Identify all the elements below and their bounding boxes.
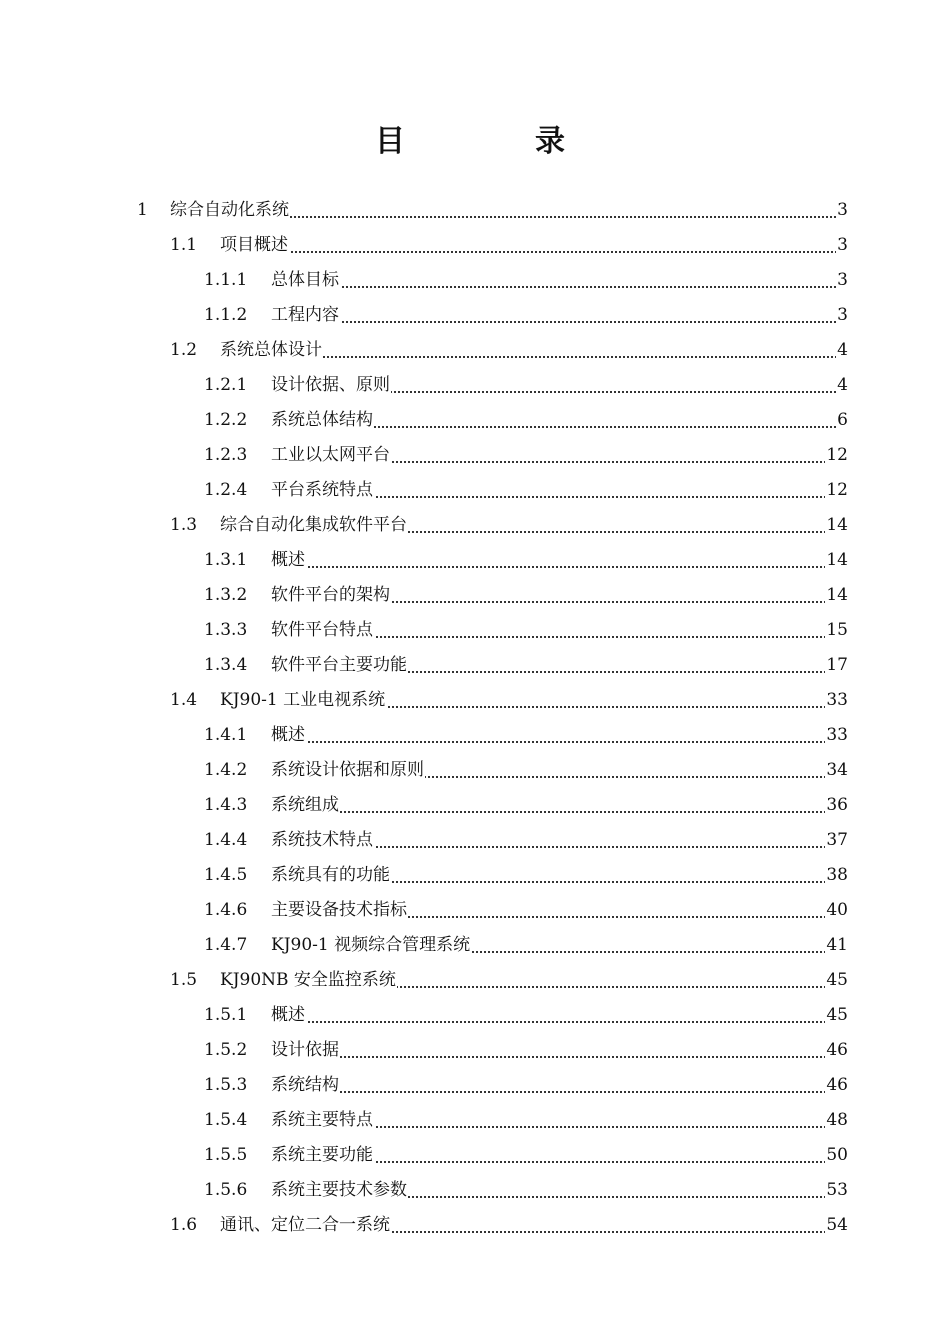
toc-entry[interactable] <box>0 683 950 718</box>
toc-entry-number: 1.2.1 <box>204 375 248 395</box>
toc-entry-title: 概述 <box>271 543 306 578</box>
toc-entry[interactable] <box>0 1033 950 1068</box>
toc-entry-page: 46 <box>825 1068 848 1103</box>
toc-entry-page: 17 <box>825 648 848 683</box>
toc-entry-page: 54 <box>825 1208 848 1243</box>
toc-leader-dots <box>271 1091 830 1093</box>
toc-entry-number: 1.2.3 <box>204 445 248 465</box>
toc-entry-number: 1.4.4 <box>204 830 248 850</box>
toc-entry-page: 33 <box>825 718 848 753</box>
toc-entry[interactable] <box>0 298 950 333</box>
toc-entry-number: 1.4 <box>170 690 198 710</box>
toc-entry-page: 50 <box>825 1138 848 1173</box>
toc-entry-number: 1.1.2 <box>204 305 248 325</box>
toc-entry-title: 概述 <box>271 998 306 1033</box>
toc-entry[interactable] <box>0 648 950 683</box>
toc-entry-title: 系统主要特点 <box>271 1103 374 1138</box>
toc-entry[interactable] <box>0 1208 950 1243</box>
toc-entry[interactable] <box>0 718 950 753</box>
toc-entry-number: 1.5.4 <box>204 1110 248 1130</box>
toc-entry-page: 12 <box>825 473 848 508</box>
toc-entry-title: 概述 <box>271 718 306 753</box>
toc-entry[interactable] <box>0 403 950 438</box>
toc-entry-page: 4 <box>836 368 848 403</box>
toc-entry[interactable] <box>0 963 950 998</box>
toc-title: 目 录 <box>375 124 615 159</box>
toc-entry[interactable] <box>0 998 950 1033</box>
toc-entry[interactable] <box>0 893 950 928</box>
toc-entry-title: 综合自动化集成软件平台 <box>220 508 408 543</box>
toc-entry-number: 1.1 <box>170 235 198 255</box>
toc-entry[interactable] <box>0 438 950 473</box>
toc-entry-number: 1.3.1 <box>204 550 248 570</box>
toc-entry[interactable] <box>0 613 950 648</box>
toc-entry-number: 1.2.4 <box>204 480 248 500</box>
toc-entry-number: 1.5.1 <box>204 1005 248 1025</box>
toc-entry-title: 软件平台的架构 <box>271 578 391 613</box>
toc-entry-number: 1.2.2 <box>204 410 248 430</box>
toc-entry-number: 1.4.5 <box>204 865 248 885</box>
toc-entry-number: 1.2 <box>170 340 198 360</box>
toc-entry-title: 工程内容 <box>271 298 340 333</box>
toc-entry-title: 综合自动化系统 <box>170 193 290 228</box>
toc-entry-number: 1.5 <box>170 970 198 990</box>
toc-entry-number: 1.4.3 <box>204 795 248 815</box>
toc-entry-number: 1.5.5 <box>204 1145 248 1165</box>
toc-entry-title: 系统主要技术参数 <box>271 1173 408 1208</box>
toc-entry-title: 系统总体设计 <box>220 333 323 368</box>
toc-entry-number: 1 <box>137 200 148 220</box>
toc-entry[interactable] <box>0 228 950 263</box>
toc-entry-number: 1.5.3 <box>204 1075 248 1095</box>
toc-entry-title: 系统组成 <box>271 788 340 823</box>
toc-leader-dots <box>271 811 830 813</box>
toc-entry-title: 设计依据、原则 <box>271 368 391 403</box>
toc-entry-page: 14 <box>825 543 848 578</box>
toc-entry-title: 系统总体结构 <box>271 403 374 438</box>
toc-entry-number: 1.4.2 <box>204 760 248 780</box>
toc-entry[interactable] <box>0 1068 950 1103</box>
toc-entry-number: 1.3.4 <box>204 655 248 675</box>
toc-entry-page: 45 <box>825 963 848 998</box>
toc-entry-page: 6 <box>836 403 848 438</box>
toc-entry[interactable] <box>0 1173 950 1208</box>
toc-entry-page: 3 <box>836 263 848 298</box>
toc-entry-page: 40 <box>825 893 848 928</box>
toc-entry-page: 38 <box>825 858 848 893</box>
toc-entry-number: 1.3.3 <box>204 620 248 640</box>
toc-entry-page: 3 <box>836 298 848 333</box>
toc-leader-dots <box>271 1056 830 1058</box>
toc-entry[interactable] <box>0 788 950 823</box>
toc-entry-title: 主要设备技术指标 <box>271 893 408 928</box>
toc-entry-number: 1.4.1 <box>204 725 248 745</box>
toc-entry-page: 46 <box>825 1033 848 1068</box>
toc-entry-number: 1.4.6 <box>204 900 248 920</box>
toc-entry-page: 3 <box>836 193 848 228</box>
toc-entry-title: 工业以太网平台 <box>271 438 391 473</box>
toc-entry-page: 33 <box>825 683 848 718</box>
toc-leader-dots <box>271 741 830 743</box>
toc-entry-title: 项目概述 <box>220 228 289 263</box>
toc-entry[interactable] <box>0 473 950 508</box>
toc-entry[interactable] <box>0 368 950 403</box>
toc-entry[interactable] <box>0 823 950 858</box>
toc-leader-dots <box>271 321 840 323</box>
toc-entry[interactable] <box>0 578 950 613</box>
toc-entry[interactable] <box>0 333 950 368</box>
toc-entry-page: 12 <box>825 438 848 473</box>
toc-entry-page: 15 <box>825 613 848 648</box>
toc-entry[interactable] <box>0 193 950 228</box>
toc-entry-page: 4 <box>836 333 848 368</box>
toc-entry-title: KJ90-1 工业电视系统 <box>220 683 386 718</box>
toc-entry-page: 45 <box>825 998 848 1033</box>
toc-entry[interactable] <box>0 1103 950 1138</box>
toc-entry-title: 软件平台主要功能 <box>271 648 408 683</box>
toc-entry[interactable] <box>0 858 950 893</box>
toc-entry-page: 53 <box>825 1173 848 1208</box>
toc-entry-number: 1.5.2 <box>204 1040 248 1060</box>
toc-entry-title: 软件平台特点 <box>271 613 374 648</box>
toc-leader-dots <box>220 251 840 253</box>
toc-entry-number: 1.5.6 <box>204 1180 248 1200</box>
toc-entry-title: 系统具有的功能 <box>271 858 391 893</box>
toc-entry[interactable] <box>0 263 950 298</box>
toc-entry[interactable] <box>0 1138 950 1173</box>
toc-entry-page: 41 <box>825 928 848 963</box>
toc-entry-title: 系统结构 <box>271 1068 340 1103</box>
toc-entry[interactable] <box>0 753 950 788</box>
toc-entry-title: 系统技术特点 <box>271 823 374 858</box>
toc-entry-page: 34 <box>825 753 848 788</box>
toc-entry-title: 平台系统特点 <box>271 473 374 508</box>
toc-entry-title: KJ90NB 安全监控系统 <box>220 963 397 998</box>
toc-entry-number: 1.3.2 <box>204 585 248 605</box>
toc-entry-title: 系统主要功能 <box>271 1138 374 1173</box>
toc-entry-number: 1.4.7 <box>204 935 248 955</box>
toc-entry-page: 14 <box>825 578 848 613</box>
toc-leader-dots <box>271 286 840 288</box>
toc-entry-number: 1.6 <box>170 1215 198 1235</box>
toc-entry-number: 1.1.1 <box>204 270 248 290</box>
toc-entry-page: 3 <box>836 228 848 263</box>
toc-entry-page: 14 <box>825 508 848 543</box>
toc-entry-title: 系统设计依据和原则 <box>271 753 425 788</box>
toc-entry-title: 总体目标 <box>271 263 340 298</box>
toc-entry[interactable] <box>0 928 950 963</box>
toc-entry-title: KJ90-1 视频综合管理系统 <box>271 928 471 963</box>
toc-entry[interactable] <box>0 543 950 578</box>
toc-entry-number: 1.3 <box>170 515 198 535</box>
toc-entry[interactable] <box>0 508 950 543</box>
toc-leader-dots <box>271 1021 830 1023</box>
toc-leader-dots <box>271 566 830 568</box>
toc-entry-title: 设计依据 <box>271 1033 340 1068</box>
toc-entry-page: 36 <box>825 788 848 823</box>
toc-entry-page: 37 <box>825 823 848 858</box>
toc-entry-page: 48 <box>825 1103 848 1138</box>
toc-entry-title: 通讯、定位二合一系统 <box>220 1208 391 1243</box>
